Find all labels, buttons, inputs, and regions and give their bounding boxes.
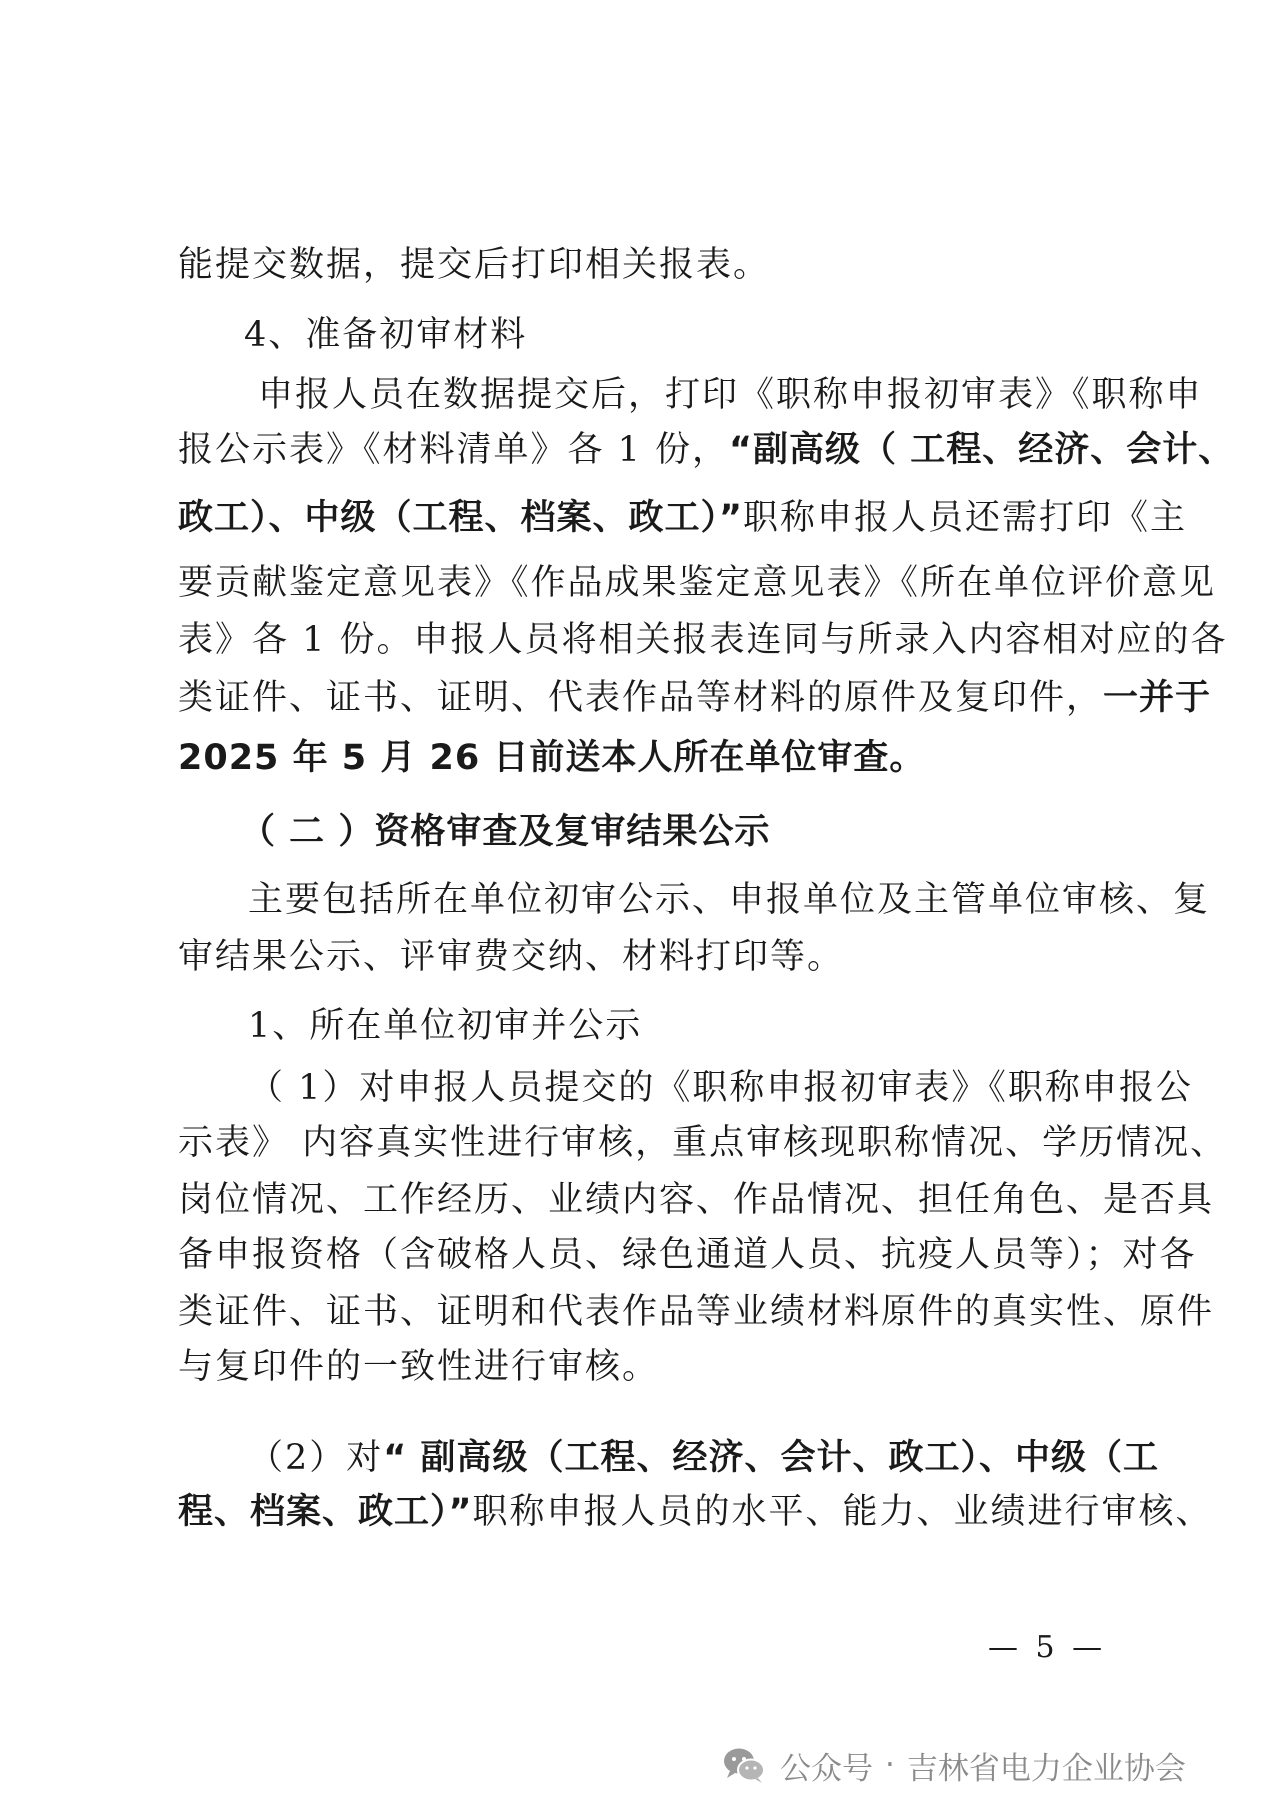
- wechat-watermark: [722, 1743, 1186, 1787]
- paragraph-line: （ 1）对申报人员提交的《职称申报初审表》《职称申报公: [248, 1068, 1193, 1108]
- paragraph-line: 主要包括所在单位初审公示、申报单位及主管单位审核、复: [248, 880, 1211, 920]
- text-run: 类证件、证书、证明、代表作品等材料的原件及复印件，: [178, 678, 1104, 718]
- paragraph-line: 审结果公示、评审费交纳、材料打印等。: [178, 937, 845, 977]
- section-heading: 1、所在单位初审并公示: [248, 1006, 643, 1046]
- paragraph-line: [248, 1436, 1159, 1480]
- paragraph-line: [178, 496, 1187, 540]
- bold-text-run: “副高级（ 工程、经济、会计、: [729, 430, 1235, 470]
- paragraph-line: 要贡献鉴定意见表》《作品成果鉴定意见表》《所在单位评价意见: [178, 563, 1217, 603]
- text-run: 职称申报人员的水平、能力、业绩进行审核、: [472, 1492, 1213, 1532]
- wechat-icon: [722, 1745, 766, 1785]
- paragraph-line: 2025 年 5 月 26 日前送本人所在单位审查。: [178, 738, 926, 778]
- text-run: （2）对: [248, 1438, 384, 1478]
- paragraph-line: [178, 428, 1234, 472]
- paragraph-line: 表》各 1 份。申报人员将相关报表连同与所录入内容相对应的各: [178, 620, 1228, 660]
- text-run: 职称申报人员还需打印《主: [743, 498, 1188, 538]
- watermark-account-name: 吉林省电力企业协会: [906, 1750, 1186, 1787]
- bold-text-run: 一并于: [1103, 678, 1212, 718]
- paragraph-line: 申报人员在数据提交后，打印《职称申报初审表》《职称申: [258, 375, 1203, 415]
- paragraph-line: 与复印件的一致性进行审核。: [178, 1347, 660, 1387]
- paragraph-line: 备申报资格（含破格人员、绿色通道人员、抗疫人员等）；对各: [178, 1235, 1197, 1275]
- bold-text-run: 程、档案、政工）”: [178, 1492, 473, 1532]
- watermark-label: 公众号: [780, 1750, 873, 1787]
- paragraph-line: 类证件、证书、证明和代表作品等业绩材料原件的真实性、原件: [178, 1292, 1215, 1332]
- bold-text-run: 政工）、中级（工程、档案、政工）”: [178, 498, 744, 538]
- bold-text-run: “ 副高级（工程、经济、会计、政工）、中级（工: [383, 1438, 1159, 1478]
- section-heading: 4、准备初审材料: [244, 315, 528, 355]
- paragraph-line: [178, 676, 1211, 720]
- paragraph-line: [178, 1490, 1213, 1534]
- page-number: — 5 —: [988, 1630, 1107, 1665]
- subsection-heading: （ 二 ）资格审查及复审结果公示: [240, 812, 771, 852]
- text-run: 报公示表》《材料清单》各 1 份，: [178, 430, 730, 470]
- paragraph-line: 能提交数据，提交后打印相关报表。: [178, 245, 771, 285]
- watermark-separator: ·: [885, 1747, 895, 1783]
- paragraph-line: 岗位情况、工作经历、业绩内容、作品情况、担任角色、是否具: [178, 1180, 1215, 1220]
- paragraph-line: 示表》 内容真实性进行审核，重点审核现职称情况、学历情况、: [178, 1123, 1228, 1163]
